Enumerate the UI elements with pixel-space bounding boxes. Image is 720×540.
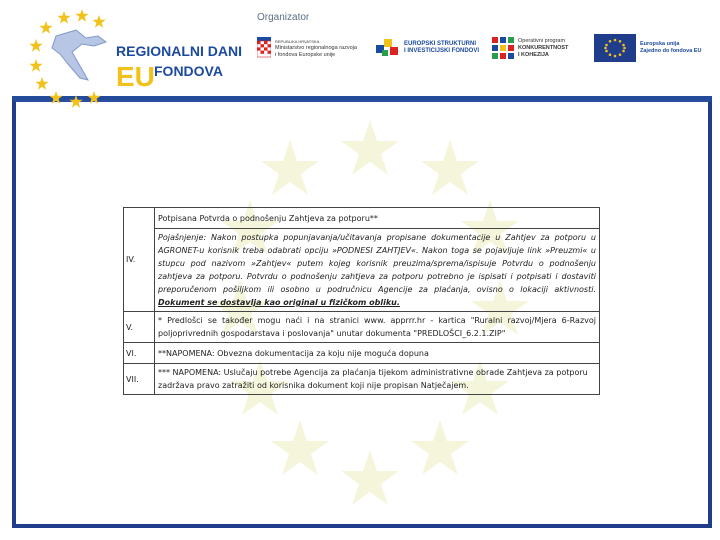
eu-flag-icon: [594, 34, 636, 62]
ministry-line2: i fondova Europske unije: [275, 51, 336, 58]
organizator-label: Organizator: [257, 12, 310, 23]
logo-text-regionalni: REGIONALNI DANI: [116, 43, 242, 59]
table-row: [124, 364, 600, 395]
op-line1: Operativni program: [518, 37, 566, 44]
op-line3: I KOHEZIJA: [518, 51, 549, 58]
op-grid-icon: [492, 37, 514, 59]
eu-line2: Zajedno do fondova EU: [640, 48, 702, 54]
ministry-logo: [257, 32, 357, 64]
logo-text-eu: EU: [116, 61, 155, 92]
row-text: Potpisana Potvrda o podnošenju Zahtjeva za potporu**: [155, 208, 600, 229]
croatia-map-icon: [52, 30, 106, 80]
esif-line1: EUROPSKI STRUKTURNI: [404, 41, 477, 47]
logo-text-fondova: FONDOVA: [154, 63, 223, 79]
row-text: **NAPOMENA: Obvezna dokumentacija za koju nije moguća dopuna: [155, 343, 600, 364]
documentation-table: [123, 207, 600, 395]
esif-logo: [376, 32, 479, 64]
row-number: VI.: [124, 343, 155, 364]
eu-line1: Europska unija: [640, 41, 680, 47]
table-row: [124, 343, 600, 364]
row-number: VII.: [124, 364, 155, 395]
op-line2: KONKURENTNOST: [518, 44, 569, 51]
ministry-line1: Ministarstvo regionalnoga razvoja: [275, 44, 357, 51]
ministry-small-text: REPUBLIKA HRVATSKA: [275, 38, 320, 44]
row-number: V.: [124, 312, 155, 343]
row-text: *** NAPOMENA: Uslučaju potrebe Agencija za plaćanja tijekom administrativne obrade Zahtjeva za potporu zadržava pravo zatražiti od korisnika dokument koji nije propisan Natječajem.: [155, 364, 600, 395]
table-row: [124, 312, 600, 343]
regionalni-dani-logo: [24, 8, 254, 108]
row-number: IV.: [124, 208, 155, 312]
table-row: [124, 208, 600, 229]
esif-line2: I INVESTICIJSKI FONDOVI: [404, 48, 480, 54]
explanation-text: Pojašnjenje: Nakon postupka popunjavanja/učitavanja propisane dokumentacije u Zahtjev za potporu u AGRONET-u korisnik treba odabrati opciju »PODNESI ZAHTJEV«. Nakon toga se pojavljuje link »Preuzmi« u stupcu pod nazivom »Zahtjev« putem kojeg korisnik preuzima/sprema/ispisuje Potvrdu o podnošenju zahtjeva za potporu. Potvrdu o podnošenju zahtjeva za potporu potrebno je ispisati i potpisati i dostaviti preporučenom pošiljkom ili osobno u područnicu Agencije za plaćanja, ovisno o lokaciji aktivnosti.: [158, 233, 596, 294]
row-explanation: [155, 229, 600, 312]
original-document-note: Dokument se dostavlja kao original u fizičkom obliku.: [158, 298, 400, 307]
table-row: [124, 229, 600, 312]
row-text: * Predlošci se također mogu naći i na stranici www. apprrr.hr - kartica "Ruralni razvoj/Mjera 6-Razvoj poljoprivrednih gospodarstava i poslovanja" unutar dokumenta "PREDLOŠCI_6.2.1.ZIP": [155, 312, 600, 343]
croatian-coat-of-arms-icon: [257, 37, 271, 59]
eu-logo: [594, 32, 701, 64]
header: [0, 0, 720, 108]
op-logo: [492, 32, 568, 64]
esif-squares-icon: [376, 37, 402, 59]
